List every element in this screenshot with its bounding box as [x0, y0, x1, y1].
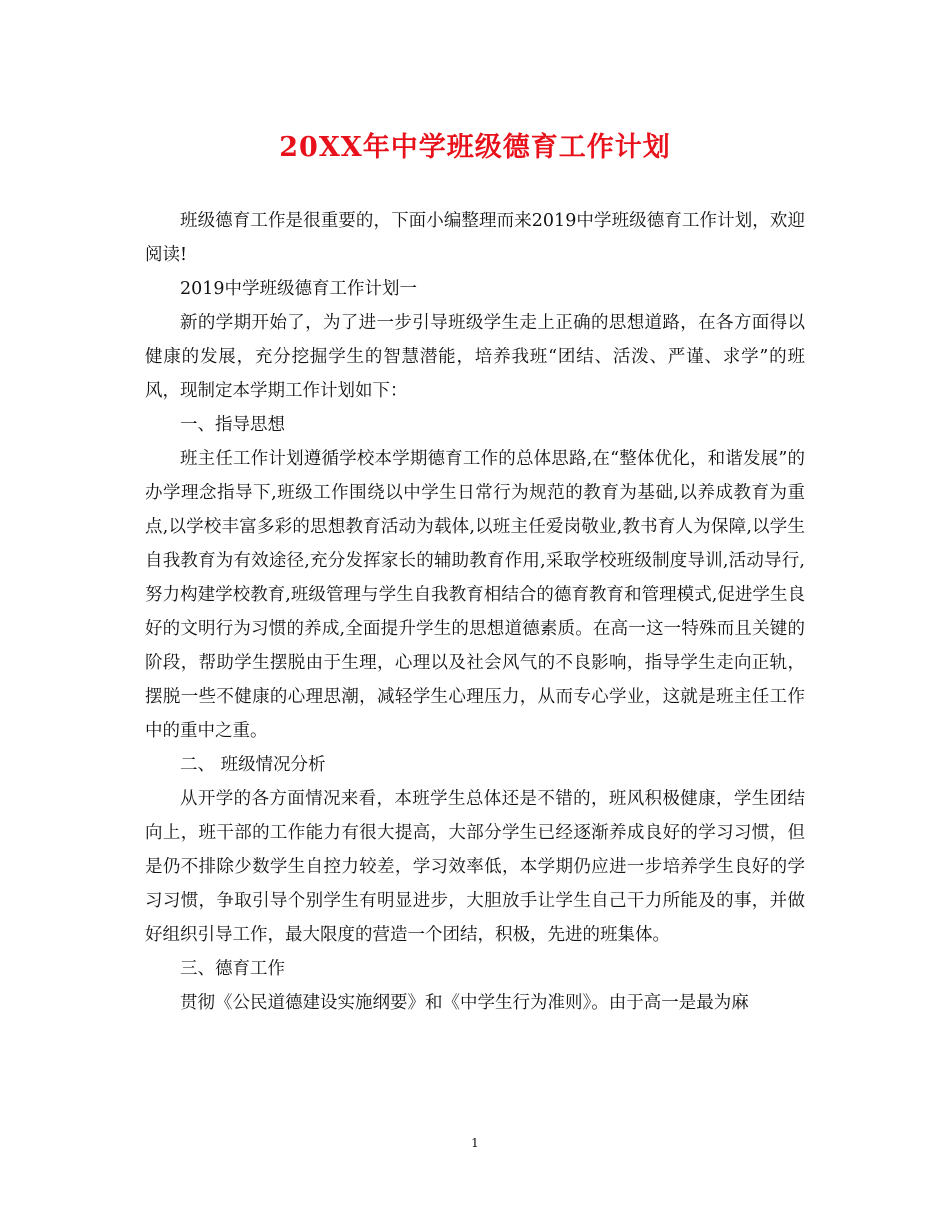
document-title: 20XX年中学班级德育工作计划: [279, 132, 671, 163]
paragraph-plan-heading: 2019中学班级德育工作计划一: [180, 279, 418, 299]
section-heading-guiding-ideology: 一、指导思想: [180, 415, 285, 435]
page-number: 1: [471, 1136, 479, 1150]
document-body: [145, 204, 805, 1020]
section-heading-moral-education: 三、德育工作: [180, 959, 285, 979]
paragraph-class-analysis: 从开学的各方面情况来看，本班学生总体还是不错的，班风积极健康，学生团结向上，班干部的工作能力有很大提高，大部分学生已经逐渐养成良好的学习习惯，但是仍不排除少数学生自控力较差，学习效率低，本学期仍应进一步培养学生良好的学习习惯，争取引导个别学生有明显进步，大胆放手让学生自己干力所能及的事，并做好组织引导工作，最大限度的营造一个团结，积极，先进的班集体。: [145, 789, 805, 945]
section-heading-class-analysis: 二、 班级情况分析: [180, 755, 326, 775]
paragraph-opening: 新的学期开始了，为了进一步引导班级学生走上正确的思想道路，在各方面得以健康的发展，充分挖掘学生的智慧潜能，培养我班“团结、活泼、严谨、求学”的班风，现制定本学期工作计划如下：: [145, 313, 805, 401]
paragraph-guiding-ideology: 班主任工作计划遵循学校本学期德育工作的总体思路,在“整体优化，和谐发展”的办学理念指导下,班级工作围绕以中学生日常行为规范的教育为基础,以养成教育为重点,以学校丰富多彩的思想教育活动为载体,以班主任爱岗敬业,教书育人为保障,以学生自我教育为有效途径,充分发挥家长的辅助教育作用,采取学校班级制度导训,活动导行,努力构建学校教育,班级管理与学生自我教育相结合的德育教育和管理模式,促进学生良好的文明行为习惯的养成,全面提升学生的思想道德素质。在高一这一特殊而且关键的阶段，帮助学生摆脱由于生理，心理以及社会风气的不良影响，指导学生走向正轨，摆脱一些不健康的心理思潮，减轻学生心理压力，从而专心学业，这就是班主任工作中的重中之重。: [145, 449, 805, 741]
paragraph-intro: 班级德育工作是很重要的，下面小编整理而来2019中学班级德育工作计划，欢迎阅读!: [145, 211, 805, 265]
paragraph-moral-education: 贯彻《公民道德建设实施纲要》和《中学生行为准则》。由于高一是最为麻: [180, 993, 749, 1013]
